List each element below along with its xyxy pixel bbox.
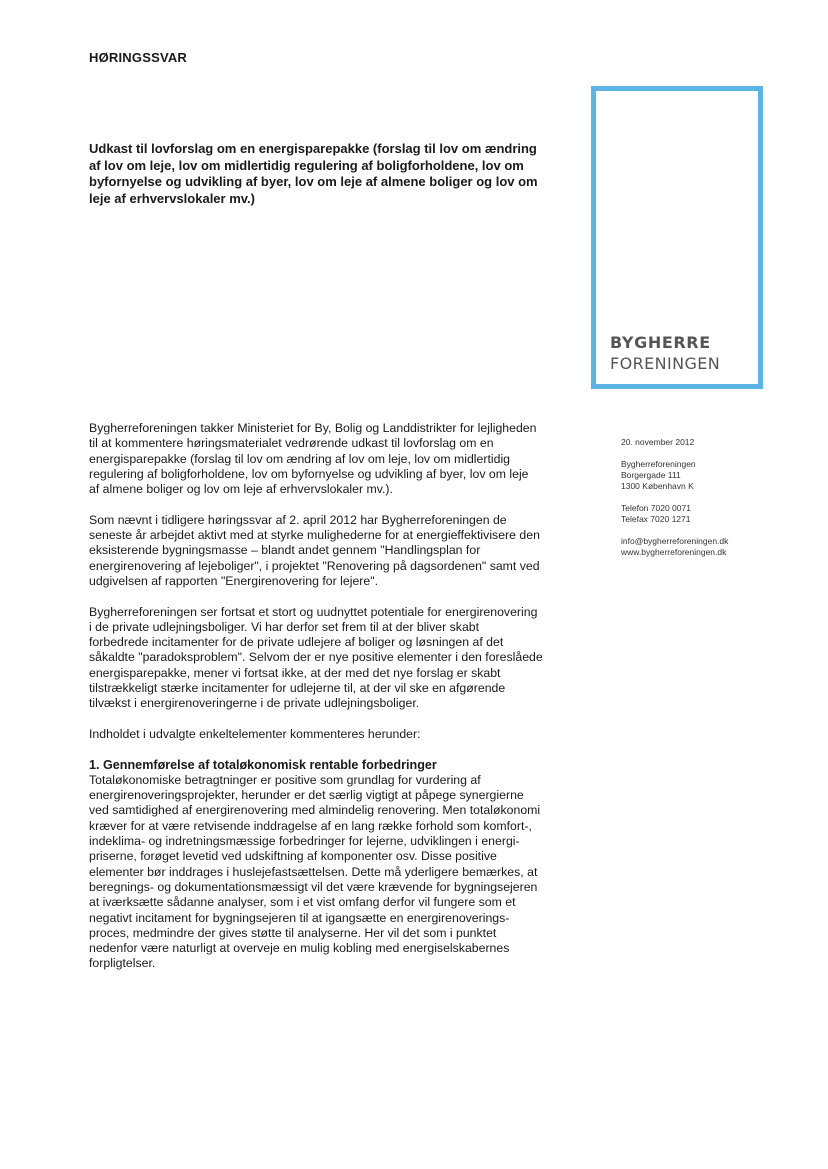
text-line: beregnings- og dokumentationsmæssigt vil det være krævende for bygningsejeren <box>89 879 538 894</box>
text-line: energisparepakke (forslag til lov om ændring af lov om leje, lov om midlertidig <box>89 451 511 466</box>
text-line: til at kommentere høringsmaterialet vedrørende udkast til lovforslag om en <box>89 436 494 451</box>
text-line: forbedrede incitamenter for de private udlejere af boliger og løsningen af det <box>89 635 504 650</box>
text-line: at iværksætte sådanne analyser, som i et vist omfang derfor vil fungere som et <box>89 895 516 910</box>
paragraph-previous-response <box>89 513 581 589</box>
org-name: Bygherreforeningen <box>621 459 696 469</box>
subject-line: byfornyelse og udvikling af byer, lov om leje af almene boliger og lov om <box>89 174 538 189</box>
section-1-title: 1. Gennemførelse af totaløkonomisk rentable forbedringer <box>89 757 437 772</box>
text-line: elementer bør inddrages i huslejefastsættelsen. Dette må yderligere bemærkes, at <box>89 864 538 879</box>
letter-body <box>89 421 581 987</box>
organization-logo <box>591 86 763 389</box>
subject-line: Udkast til lovforslag om en energisparepakke (forslag til lov om ændring <box>89 141 537 156</box>
text-line: Som nævnt i tidligere høringssvar af 2. april 2012 har Bygherreforeningen de <box>89 512 507 527</box>
website-link[interactable]: www.bygherreforeningen.dk <box>621 547 727 557</box>
address-block <box>621 459 801 492</box>
email-link[interactable]: info@bygherreforeningen.dk <box>621 536 729 546</box>
text-line: tilvækst i energirenoveringerne i de private udlejningsboliger. <box>89 696 420 711</box>
text-line: regulering af boligforholdene, lov om byfornyelse og udvikling af byer, lov om leje <box>89 466 529 481</box>
text-line: energirenovering af lejeboliger", i projektet "Renovering på dagsordenen" samt ved <box>89 558 540 573</box>
text-line: seneste år arbejdet aktivt med at styrke mulighederne for at energieffektivisere den <box>89 528 540 543</box>
letter-date: 20. november 2012 <box>621 437 695 447</box>
text-line: tilstrækkeligt stærke incitamenter for udlejerne til, at der vil ske en afgørende <box>89 681 506 696</box>
text-line: eksisterende bygningsmasse – blandt andet gennem "Handlingsplan for <box>89 543 481 558</box>
text-line: af almene boliger og lov om leje af erhvervslokaler mv.). <box>89 482 393 497</box>
postal-city: 1300 København K <box>621 481 694 491</box>
sender-details <box>621 437 801 569</box>
text-line: energisparepakke, mener vi fortsat ikke, at der med det nye forslag er skabt <box>89 665 501 680</box>
text-line: udgivelsen af rapporten "Energirenovering for lejere". <box>89 573 378 588</box>
text-line: såkaldte "paradoksproblem". Selvom der er nye positive elementer i den foreslåede <box>89 650 543 665</box>
paragraph-intro <box>89 421 581 497</box>
web-block <box>621 536 801 558</box>
fax-number: Telefax 7020 1271 <box>621 514 691 524</box>
section-1 <box>89 758 581 972</box>
logo-wordmark <box>610 332 720 374</box>
text-line: Indholdet i udvalgte enkeltelementer kommenteres herunder: <box>89 726 421 741</box>
text-line: Bygherreforeningen ser fortsat et stort og uudnyttet potentiale for energirenovering <box>89 604 538 619</box>
logo-line-2: FORENINGEN <box>610 354 721 373</box>
text-line: ved samtidighed af energirenovering med almindelig renovering. Men totaløkonomi <box>89 803 541 818</box>
subject-line: leje af erhvervslokaler mv.) <box>89 190 255 206</box>
subject-title <box>89 141 564 207</box>
date-block <box>621 437 801 448</box>
subject-line: af lov om leje, lov om midlertidig regulering af boligforholdene, lov om <box>89 157 524 173</box>
text-line: i de private udlejningsboliger. Vi har derfor set frem til at der bliver skabt <box>89 619 480 634</box>
paragraph-potential <box>89 605 581 712</box>
paragraph-content-intro <box>89 727 581 742</box>
text-line: proces, medmindre der gives støtte til analyserne. Her vil det som i punktet <box>89 925 497 940</box>
logo-line-1: BYGHERRE <box>610 333 711 352</box>
street-address: Borgergade 111 <box>621 470 681 480</box>
text-line: priserne, forøget levetid ved udskiftning af komponenter osv. Disse positive <box>89 849 497 864</box>
text-line: kræver for at være retvisende inddragelse af en lang række forhold som komfort-, <box>89 818 532 833</box>
text-line: nedenfor være naturligt at overveje en mulig kobling med energiselskabernes <box>89 941 510 956</box>
document-heading: HØRINGSSVAR <box>89 50 188 65</box>
text-line: negativt incitament for bygningsejeren til at igangsætte en energirenoverings- <box>89 910 510 925</box>
text-line: Bygherreforeningen takker Ministeriet for By, Bolig og Landdistrikter for lejligheden <box>89 421 537 435</box>
contact-block <box>621 503 801 525</box>
text-line: forpligtelser. <box>89 956 156 971</box>
text-line: Totaløkonomiske betragtninger er positive som grundlag for vurdering af <box>89 772 481 787</box>
phone-number: Telefon 7020 0071 <box>621 503 691 513</box>
text-line: indeklima- og indretningsmæssige forbedringer for lejerne, udviklingen i energi- <box>89 834 520 849</box>
text-line: energirenoveringsprojekter, herunder er det særlig vigtigt at påpege synergierne <box>89 788 524 803</box>
